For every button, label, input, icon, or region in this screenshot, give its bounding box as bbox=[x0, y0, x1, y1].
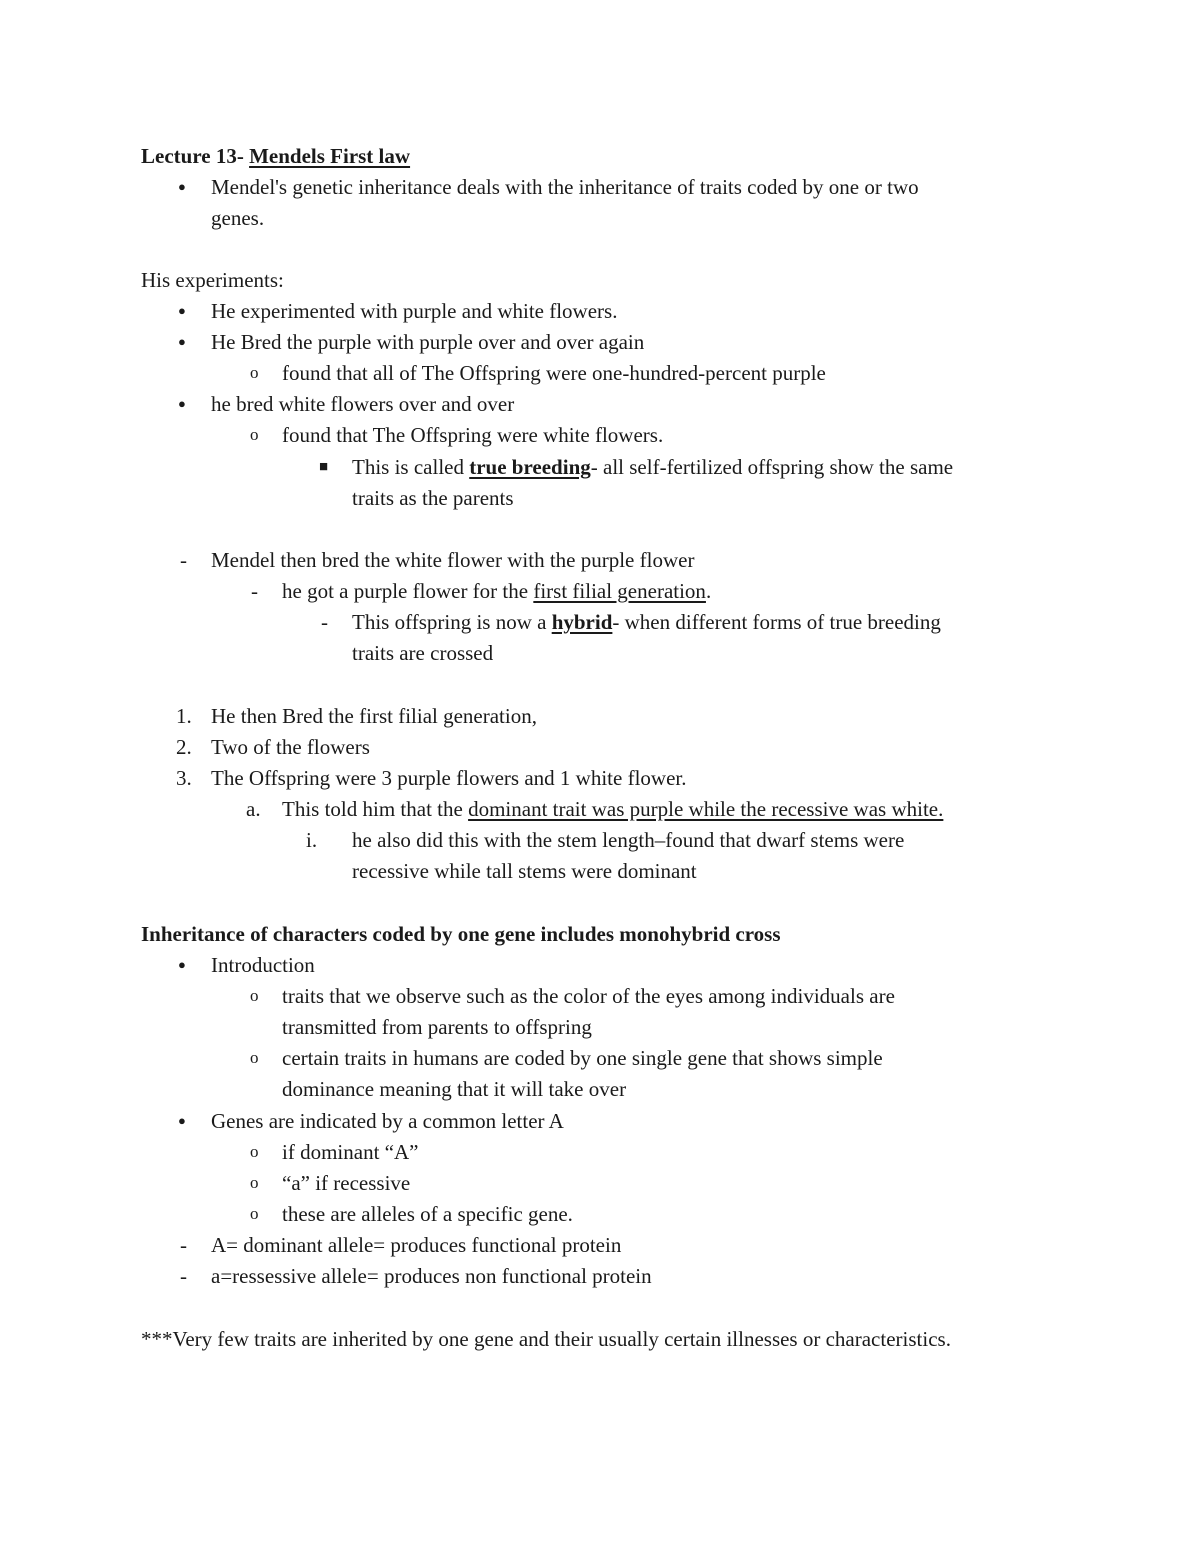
section2-b2-sub2: “a” if recessive bbox=[282, 1171, 411, 1195]
cross-line-1: Mendel then bred the white flower with the purple flower bbox=[211, 548, 695, 572]
section2-bullet-2: Genes are indicated by a common letter A bbox=[211, 1109, 564, 1133]
first-filial-generation-term: first filial generation bbox=[533, 579, 706, 603]
number-label: 3. bbox=[176, 766, 192, 790]
circle-marker: o bbox=[250, 986, 259, 1005]
numbered-item-1: He then Bred the first filial generation, bbox=[211, 704, 537, 728]
section2-dash-2: a=ressessive allele= produces non functional protein bbox=[211, 1264, 652, 1288]
bullet-marker: ● bbox=[178, 396, 186, 411]
dash-marker: - bbox=[180, 548, 187, 572]
dominant-recessive-term: dominant trait was purple while the recessive was white. bbox=[468, 797, 944, 821]
section2-b2-sub3: these are alleles of a specific gene. bbox=[282, 1202, 573, 1226]
section2-heading: Inheritance of characters coded by one gene includes monohybrid cross bbox=[141, 922, 781, 946]
dash-marker: - bbox=[180, 1233, 187, 1257]
section2-bullet-1: Introduction bbox=[211, 953, 315, 977]
numbered-item-2: Two of the flowers bbox=[211, 735, 370, 759]
true-breeding-term: true breeding bbox=[469, 455, 591, 479]
experiments-bullet-3: he bred white flowers over and over bbox=[211, 392, 515, 416]
footer-note: ***Very few traits are inherited by one gene and their usually certain illnesses or characteristics. bbox=[141, 1327, 951, 1351]
numbered-item-3: The Offspring were 3 purple flowers and 1 white flower. bbox=[211, 766, 687, 790]
section2-b1-sub1-line2: transmitted from parents to offspring bbox=[282, 1015, 592, 1039]
numbered-item-3a: This told him that the dominant trait was purple while the recessive was white. bbox=[282, 797, 944, 821]
number-label: 2. bbox=[176, 735, 192, 759]
true-breeding-cont: traits as the parents bbox=[352, 486, 514, 510]
section2-b1-sub2-line2: dominance meaning that it will take over bbox=[282, 1077, 627, 1101]
experiments-bullet-2-sub: found that all of The Offspring were one-hundred-percent purple bbox=[282, 361, 826, 385]
letter-label: a. bbox=[246, 797, 261, 821]
hybrid-term: hybrid bbox=[551, 610, 613, 634]
experiments-bullet-3-sub: found that The Offspring were white flowers. bbox=[282, 423, 664, 447]
square-marker: ■ bbox=[319, 459, 329, 475]
title-underlined: Mendels First law bbox=[249, 144, 411, 168]
bullet-marker: ● bbox=[178, 303, 186, 318]
bullet-marker: ● bbox=[178, 334, 186, 349]
circle-marker: o bbox=[250, 1142, 259, 1161]
cross-line-2: he got a purple flower for the first filial generation. bbox=[282, 579, 712, 603]
circle-marker: o bbox=[250, 1048, 259, 1067]
experiments-bullet-2: He Bred the purple with purple over and over again bbox=[211, 330, 645, 354]
title-prefix: Lecture 13- bbox=[141, 144, 250, 168]
circle-marker: o bbox=[250, 1173, 259, 1192]
dash-marker: - bbox=[251, 579, 258, 603]
experiments-heading: His experiments: bbox=[141, 268, 284, 292]
section2-b2-sub1: if dominant “A” bbox=[282, 1140, 419, 1164]
dash-marker: - bbox=[180, 1264, 187, 1288]
section2-b1-sub1-line1: traits that we observe such as the color of the eyes among individuals are bbox=[282, 984, 895, 1008]
number-label: 1. bbox=[176, 704, 192, 728]
numbered-item-3ai-line-2: recessive while tall stems were dominant bbox=[352, 859, 697, 883]
lecture-title bbox=[141, 143, 410, 169]
cross-line-3-cont: traits are crossed bbox=[352, 641, 494, 665]
bullet-marker: ● bbox=[178, 957, 186, 972]
circle-marker: o bbox=[250, 363, 259, 382]
experiments-bullet-1: He experimented with purple and white flowers. bbox=[211, 299, 618, 323]
numbered-item-3ai-line-1: he also did this with the stem length–found that dwarf stems were bbox=[352, 828, 905, 852]
bullet-marker: ● bbox=[178, 179, 186, 194]
dash-marker: - bbox=[321, 610, 328, 634]
bullet-marker: ● bbox=[178, 1113, 186, 1128]
cross-line-3: This offspring is now a hybrid- when different forms of true breeding bbox=[352, 610, 941, 634]
circle-marker: o bbox=[250, 1204, 259, 1223]
section2-dash-1: A= dominant allele= produces functional protein bbox=[211, 1233, 622, 1257]
true-breeding-line: This is called true breeding- all self-fertilized offspring show the same bbox=[352, 455, 954, 479]
intro-line-1: Mendel's genetic inheritance deals with the inheritance of traits coded by one or two bbox=[211, 175, 919, 199]
section2-b1-sub2-line1: certain traits in humans are coded by one single gene that shows simple bbox=[282, 1046, 883, 1070]
roman-label: i. bbox=[306, 828, 318, 852]
intro-line-2: genes. bbox=[211, 206, 265, 230]
circle-marker: o bbox=[250, 425, 259, 444]
